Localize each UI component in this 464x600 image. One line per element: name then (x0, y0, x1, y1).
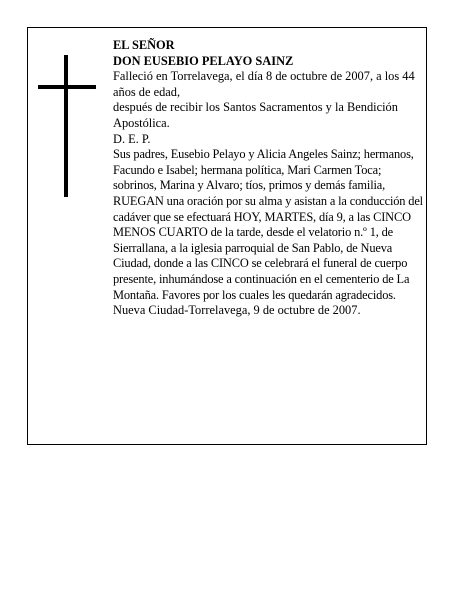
deceased-title: EL SEÑOR (113, 38, 175, 52)
death-details: Falleció en Torrelavega, el día 8 de octubre de 2007, a los 44 años de edad, (113, 69, 415, 99)
funeral-request: RUEGAN una oración por su alma y asistan a la conducción del cadáver que se efectuará HOY, MARTES, día 9, a las CINCO MENOS CUARTO de la tarde, desde el velatorio n.º 1, de Sierrallana, a la iglesia parroquial de San Pablo, de Nueva Ciudad, donde a las CINCO se celebrará el funeral de cuerpo presente, inhumándose a continuación en el cementerio de La Montaña. Favores por los cuales les quedarán agradecidos. (113, 193, 423, 302)
rip-line: D. E. P. (113, 131, 151, 146)
sacraments-line: después de recibir los Santos Sacramentos y la Bendición Apostólica. (113, 100, 398, 130)
deceased-name: DON EUSEBIO PELAYO SAINZ (113, 53, 294, 68)
cross-vertical-bar (64, 55, 68, 197)
place-and-date: Nueva Ciudad-Torrelavega, 9 de octubre de 2007. (113, 303, 361, 318)
family-list: Sus padres, Eusebio Pelayo y Alicia Angeles Sainz; hermanos, Facundo e Isabel; hermana política, Mari Carmen Toca; sobrinos, Marina y Alvaro; tíos, primos y demás familia, (113, 147, 414, 193)
cross-horizontal-bar (38, 85, 96, 89)
obituary-text (113, 38, 423, 319)
